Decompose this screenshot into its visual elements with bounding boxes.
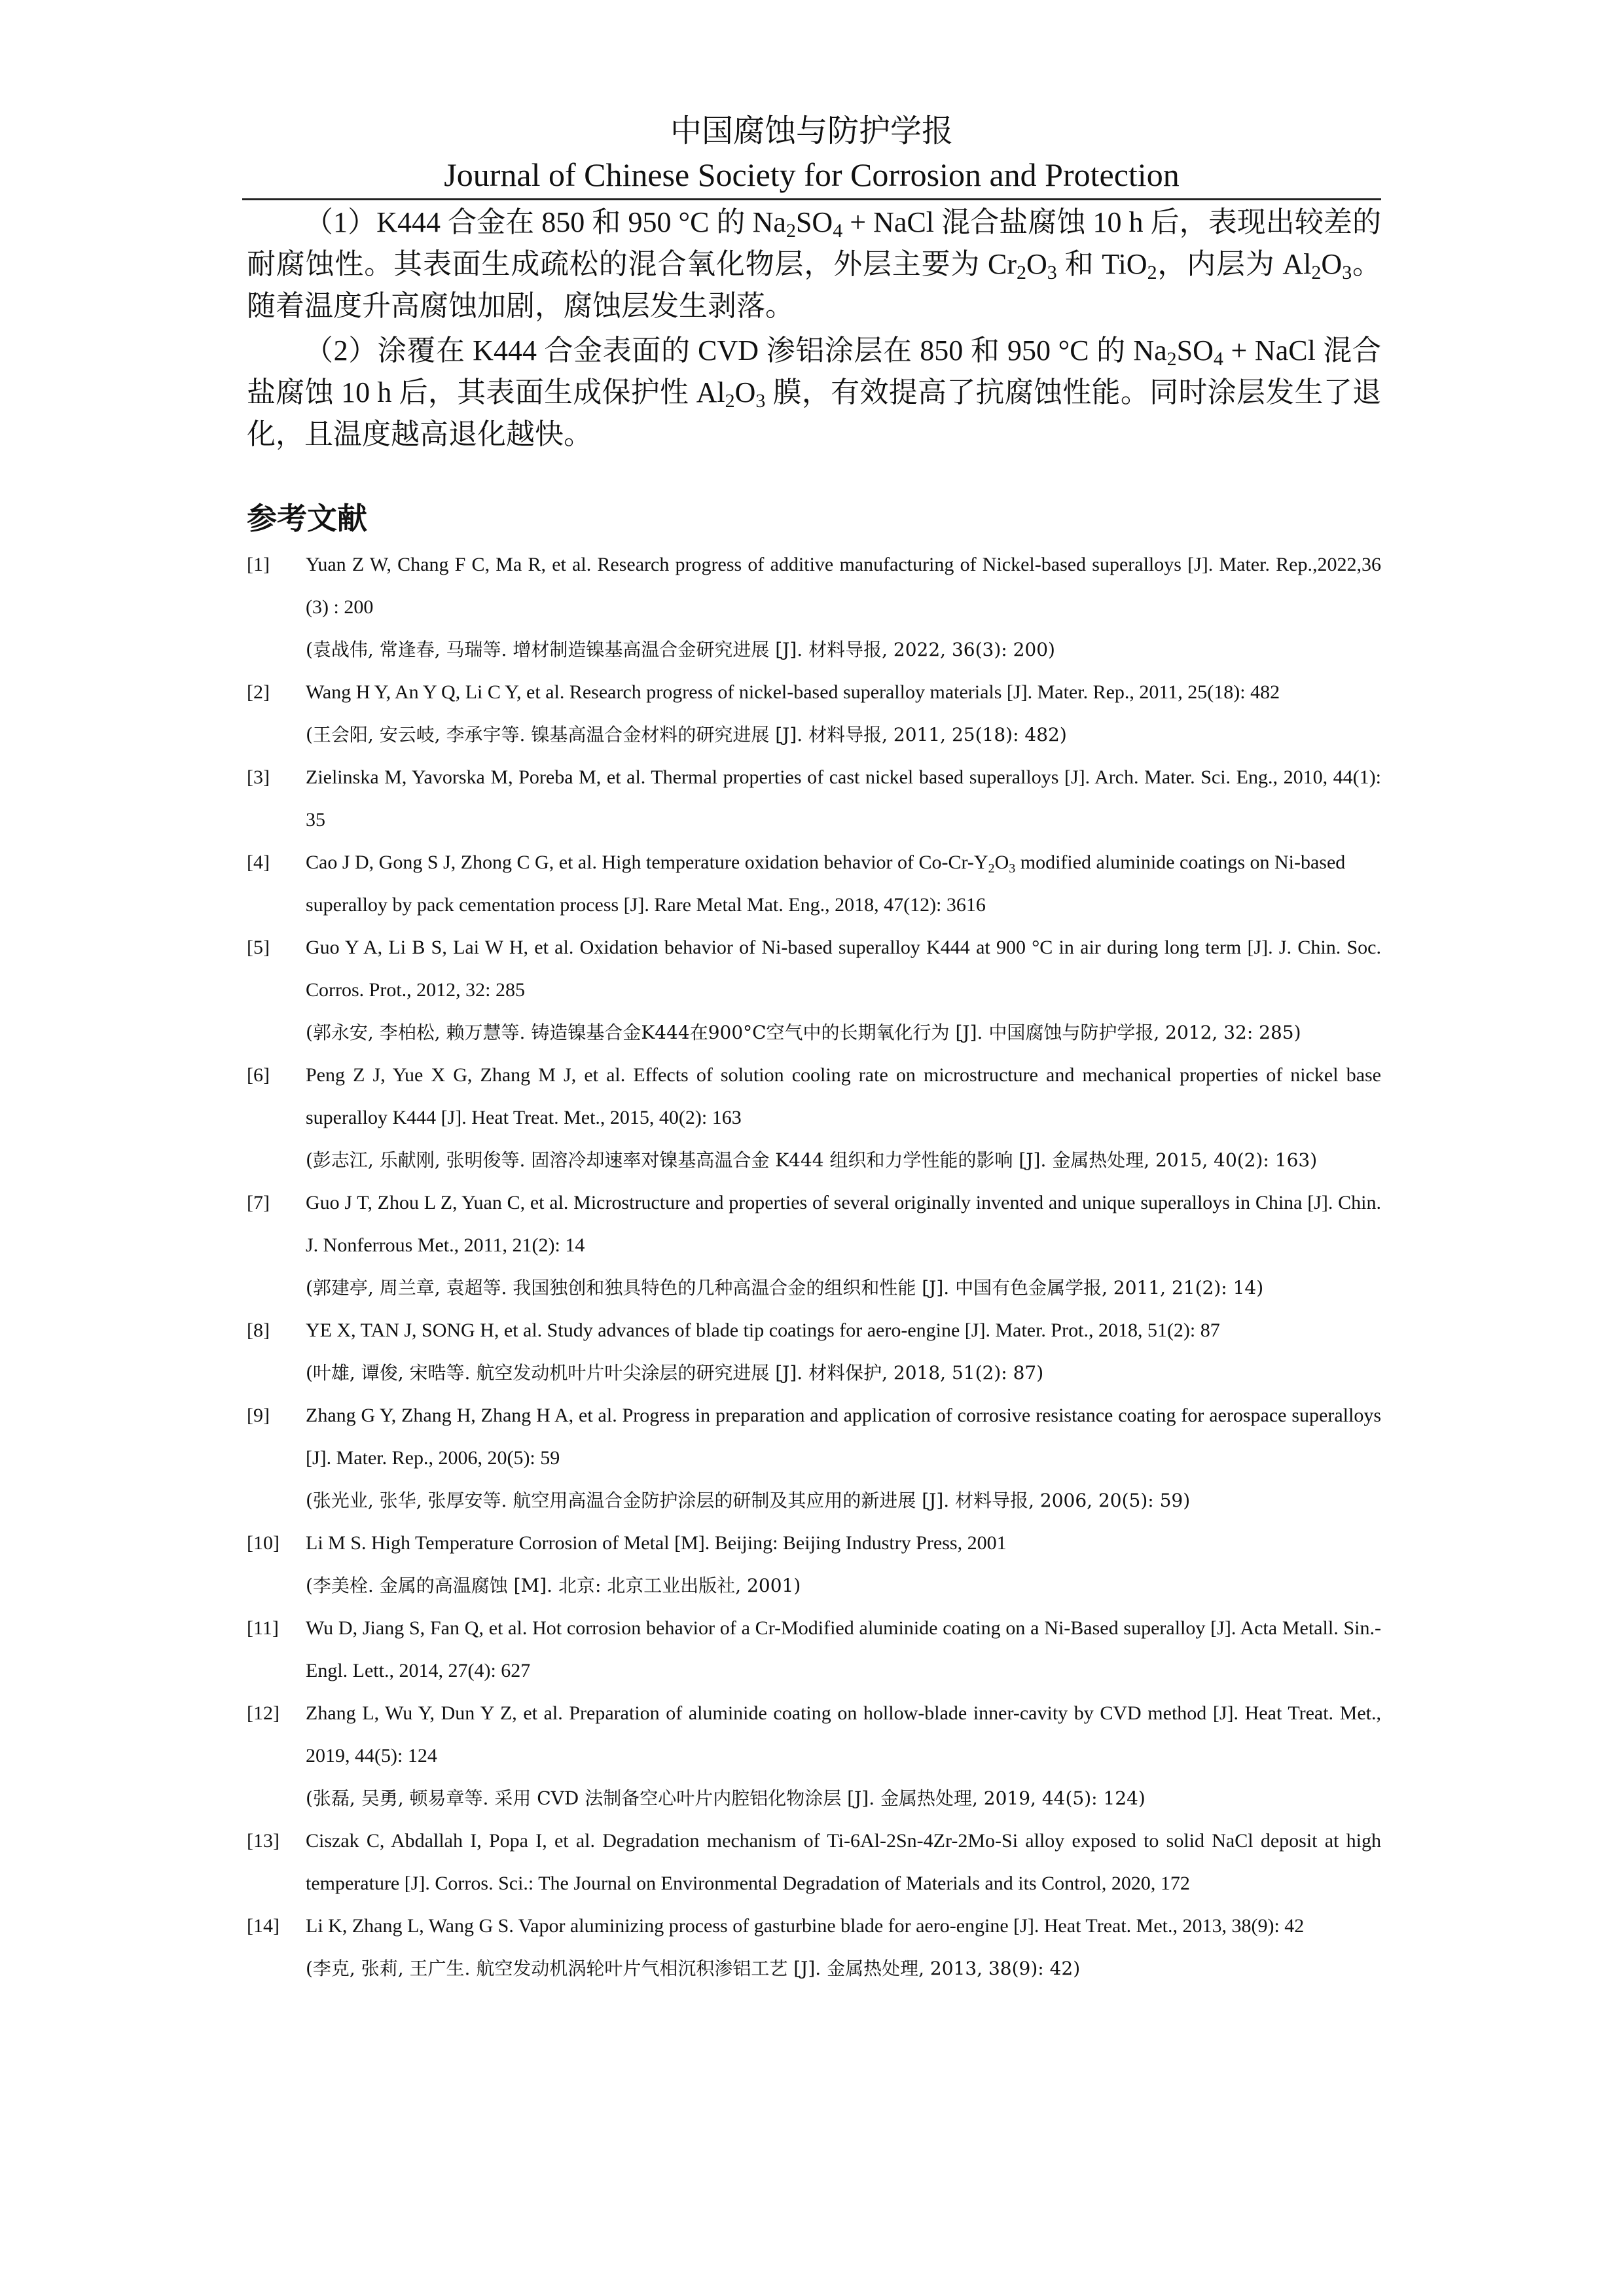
subscript: 2	[1166, 348, 1177, 370]
reference-list	[247, 543, 1381, 1990]
reference-item	[247, 1394, 1381, 1522]
reference-number: [2]	[247, 681, 270, 703]
journal-title-en: Journal of Chinese Society for Corrosion and Protection	[444, 156, 1180, 193]
conclusion-text: O	[1321, 248, 1343, 280]
reference-text-en: Guo Y A, Li B S, Lai W H, et al. Oxidation behavior of Ni-based superalloy K444 at 900 °C in air during long term [J]. J. Chin. Soc. Corros. Prot., 2012, 32: 285	[306, 937, 1381, 1001]
subscript: 2	[988, 861, 995, 876]
reference-item	[247, 1820, 1381, 1905]
reference-text-part: O	[994, 852, 1009, 873]
reference-number: [5]	[247, 937, 270, 958]
conclusion-text: ，内层为 Al	[1157, 248, 1312, 280]
subscript: 4	[1213, 348, 1223, 370]
reference-number: [14]	[247, 1915, 280, 1937]
reference-number: [1]	[247, 554, 270, 575]
conclusion-paragraph-2	[247, 330, 1381, 456]
reference-item	[247, 671, 1381, 756]
conclusion-paragraph-1	[247, 202, 1381, 327]
reference-text-cn: (彭志江, 乐献刚, 张明俊等. 固溶冷却速率对镍基高温合金 K444 组织和力学性能的影响 [J]. 金属热处理, 2015, 40(2): 163)	[306, 1149, 1318, 1171]
subscript: 2	[785, 220, 796, 242]
reference-number: [4]	[247, 852, 270, 873]
header-divider	[242, 198, 1381, 200]
subscript: 2	[1311, 262, 1322, 283]
reference-text-en: Li M S. High Temperature Corrosion of Metal [M]. Beijing: Beijing Industry Press, 2001	[306, 1532, 1007, 1554]
reference-text-part: Cao J D, Gong S J, Zhong C G, et al. High temperature oxidation behavior of Co-Cr-Y	[306, 852, 988, 873]
reference-item	[247, 543, 1381, 671]
reference-text-en: Peng Z J, Yue X G, Zhang M J, et al. Effects of solution cooling rate on microstructure and mechanical properties of nickel base superalloy K444 [J]. Heat Treat. Met., 2015, 40(2): 163	[306, 1064, 1381, 1128]
reference-text-cn: (袁战伟, 常逢春, 马瑞等. 增材制造镍基高温合金研究进展 [J]. 材料导报, 2022, 36(3): 200)	[306, 639, 1055, 660]
subscript: 2	[1017, 262, 1027, 283]
conclusion-text: + NaCl 混合盐腐蚀 10 h 后，其表面生成保护性 Al	[247, 334, 1381, 408]
reference-text-cn: (叶雄, 谭俊, 宋晧等. 航空发动机叶片叶尖涂层的研究进展 [J]. 材料保护, 2018, 51(2): 87)	[306, 1362, 1044, 1384]
reference-item	[247, 1905, 1381, 1990]
reference-text-cn: (张磊, 吴勇, 顿易章等. 采用 CVD 法制备空心叶片内腔铝化物涂层 [J]. 金属热处理, 2019, 44(5): 124)	[306, 1787, 1146, 1809]
reference-text-part: modified aluminide coatings on Ni-based	[1015, 852, 1346, 873]
references-heading: 参考文献	[247, 501, 367, 536]
conclusion-text: 。随着温度升高腐蚀加剧，腐蚀层发生剥落。	[247, 248, 1382, 322]
reference-number: [7]	[247, 1192, 270, 1213]
conclusion-text: 膜，有效提高了抗腐蚀性能。同时涂层发生了退化，且温度越高退化越快。	[247, 376, 1382, 450]
reference-number: [9]	[247, 1405, 270, 1426]
reference-item	[247, 1522, 1381, 1607]
reference-item	[247, 841, 1381, 926]
reference-text-en	[306, 841, 1381, 884]
reference-text-cn: (郭永安, 李柏松, 赖万慧等. 铸造镍基合金K444在900°C空气中的长期氧化行为 [J]. 中国腐蚀与防护学报, 2012, 32: 285)	[306, 1022, 1301, 1043]
reference-item	[247, 1309, 1381, 1394]
conclusion-text: O	[1026, 248, 1047, 280]
reference-number: [8]	[247, 1319, 270, 1341]
reference-item	[247, 1054, 1381, 1181]
conclusion-text: O	[734, 376, 756, 408]
subscript: 2	[725, 390, 735, 412]
reference-item	[247, 1692, 1381, 1820]
reference-text-cn: (王会阳, 安云岐, 李承宇等. 镍基高温合金材料的研究进展 [J]. 材料导报, 2011, 25(18): 482)	[306, 724, 1067, 745]
conclusion-text: SO	[1176, 334, 1214, 367]
reference-number: [12]	[247, 1702, 280, 1724]
reference-item	[247, 1607, 1381, 1692]
reference-text-cn: (张光业, 张华, 张厚安等. 航空用高温合金防护涂层的研制及其应用的新进展 [J]. 材料导报, 2006, 20(5): 59)	[306, 1490, 1191, 1511]
reference-text-en: Zhang G Y, Zhang H, Zhang H A, et al. Progress in preparation and application of corrosive resistance coating for aerospace superalloys [J]. Mater. Rep., 2006, 20(5): 59	[306, 1405, 1381, 1469]
journal-title-cn: 中国腐蚀与防护学报	[670, 113, 953, 149]
subscript: 4	[833, 220, 843, 242]
reference-number: [3]	[247, 766, 270, 788]
reference-item	[247, 1181, 1381, 1309]
reference-text-en: Wu D, Jiang S, Fan Q, et al. Hot corrosion behavior of a Cr-Modified aluminide coating on a Ni-Based superalloy [J]. Acta Metall. Sin.-Engl. Lett., 2014, 27(4): 627	[306, 1617, 1381, 1681]
reference-text-cn: (李美栓. 金属的高温腐蚀 [M]. 北京: 北京工业出版社, 2001)	[306, 1575, 801, 1596]
conclusion-text: 和 TiO	[1056, 248, 1147, 280]
reference-text-cn: (李克, 张莉, 王广生. 航空发动机涡轮叶片气相沉积渗铝工艺 [J]. 金属热处理, 2013, 38(9): 42)	[306, 1958, 1081, 1979]
reference-number: [13]	[247, 1830, 280, 1852]
conclusions-section	[247, 202, 1381, 458]
subscript: 3	[1342, 262, 1352, 283]
conclusion-text: （1）K444 合金在 850 和 950 °C 的 Na	[304, 206, 786, 238]
reference-text-continued: superalloy by pack cementation process [J]. Rare Metal Mat. Eng., 2018, 47(12): 3616	[306, 894, 986, 916]
reference-item	[247, 926, 1381, 1054]
subscript: 2	[1147, 262, 1157, 283]
conclusion-text: + NaCl 混合盐腐蚀 10 h 后，表现出较差的耐腐蚀性。其表面生成疏松的混合氧化物层，外层主要为 Cr	[247, 206, 1381, 280]
reference-text-en: Zhang L, Wu Y, Dun Y Z, et al. Preparation of aluminide coating on hollow-blade inner-cavity by CVD method [J]. Heat Treat. Met., 2019, 44(5): 124	[306, 1702, 1381, 1767]
reference-text-en: Ciszak C, Abdallah I, Popa I, et al. Degradation mechanism of Ti-6Al-2Sn-4Zr-2Mo-Si alloy exposed to solid NaCl deposit at high temperature [J]. Corros. Sci.: The Journal on Environmental Degradation of Materials and its Control, 2020, 172	[306, 1830, 1381, 1894]
reference-text-en: YE X, TAN J, SONG H, et al. Study advances of blade tip coatings for aero-engine [J]. Mater. Prot., 2018, 51(2): 87	[306, 1319, 1220, 1341]
reference-text-en: Wang H Y, An Y Q, Li C Y, et al. Research progress of nickel-based superalloy materials [J]. Mater. Rep., 2011, 25(18): 482	[306, 681, 1280, 703]
reference-text-cn: (郭建亭, 周兰章, 袁超等. 我国独创和独具特色的几种高温合金的组织和性能 [J]. 中国有色金属学报, 2011, 21(2): 14)	[306, 1277, 1264, 1299]
conclusion-text: SO	[795, 206, 833, 238]
subscript: 3	[1047, 262, 1057, 283]
reference-text-en: Yuan Z W, Chang F C, Ma R, et al. Research progress of additive manufacturing of Nickel-based superalloys [J]. Mater. Rep.,2022,36 (3) : 200	[306, 554, 1381, 618]
subscript: 3	[755, 390, 766, 412]
reference-number: [10]	[247, 1532, 280, 1554]
reference-text-en: Guo J T, Zhou L Z, Yuan C, et al. Microstructure and properties of several originally invented and unique superalloys in China [J]. Chin. J. Nonferrous Met., 2011, 21(2): 14	[306, 1192, 1381, 1256]
reference-text-en: Li K, Zhang L, Wang G S. Vapor aluminizing process of gasturbine blade for aero-engine [J]. Heat Treat. Met., 2013, 38(9): 42	[306, 1915, 1305, 1937]
reference-number: [6]	[247, 1064, 270, 1086]
conclusion-text: （2）涂覆在 K444 合金表面的 CVD 渗铝涂层在 850 和 950 °C 的 Na	[304, 334, 1167, 367]
reference-item	[247, 756, 1381, 841]
reference-text-en: Zielinska M, Yavorska M, Poreba M, et al. Thermal properties of cast nickel based superalloys [J]. Arch. Mater. Sci. Eng., 2010, 44(1): 35	[306, 766, 1381, 831]
subscript: 3	[1009, 861, 1016, 876]
reference-number: [11]	[247, 1617, 279, 1639]
